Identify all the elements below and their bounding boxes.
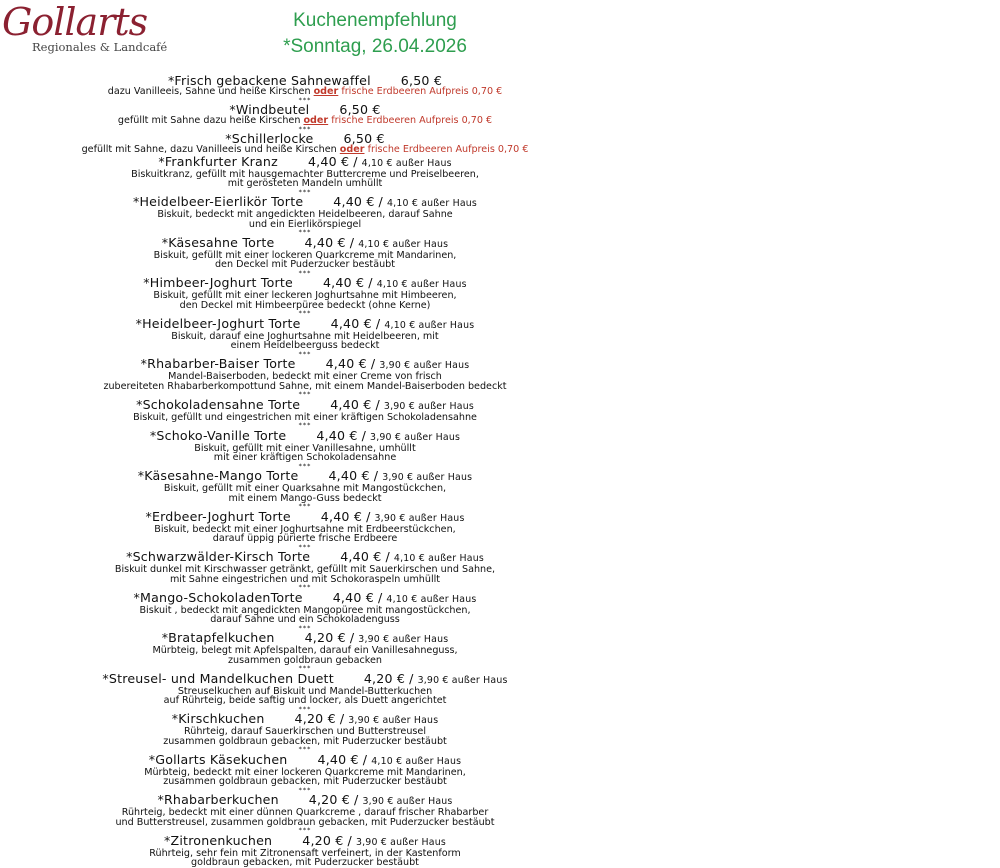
- item-description: Rührteig, bedeckt mit einer dünnen Quarkcreme , darauf frischer Rhabarber: [121, 807, 489, 818]
- item-description: Mandel-Baiserboden, bedeckt mit einer Creme von frisch: [168, 371, 442, 382]
- menu-item: [0, 631, 610, 672]
- separator: ***: [298, 187, 312, 196]
- separator: ***: [298, 542, 312, 551]
- item-price: 4,40 €: [332, 589, 374, 605]
- separator: ***: [298, 421, 312, 429]
- item-name: *Rhabarber-Baiser Torte: [140, 356, 296, 371]
- item-price: 4,40 €: [330, 396, 372, 412]
- price-slash: /: [385, 549, 390, 564]
- item-description: und ein Eierlikörspiegel: [248, 218, 362, 230]
- item-title-line: [0, 631, 610, 646]
- option-word: oder: [303, 115, 329, 126]
- item-title-line: [0, 510, 610, 525]
- price-slash: /: [366, 508, 371, 524]
- price-slash: /: [375, 396, 380, 412]
- item-description: mit einem Mango-Guss bedeckt: [228, 492, 382, 504]
- item-name: *Käsesahne-Mango Torte: [137, 468, 299, 483]
- item-description: zusammen goldbraun gebacken: [228, 654, 382, 666]
- takeaway-price: 3,90 € außer Haus: [358, 634, 449, 645]
- logo-subtitle: Regionales & Landcafé: [32, 40, 168, 54]
- item-description: den Deckel mit Himbeerpüree bedeckt (ohne Kerne): [179, 299, 431, 311]
- item-price: 4,20 €: [294, 711, 336, 726]
- price-slash: /: [373, 468, 379, 483]
- item-price: 4,40 €: [304, 234, 346, 250]
- logo-wordmark: Gollarts: [2, 0, 148, 44]
- item-price: 4,40 €: [320, 508, 363, 524]
- item-price: 4,40 €: [316, 427, 358, 443]
- takeaway-price: 3,90 € außer Haus: [379, 360, 470, 371]
- menu-item: [0, 357, 610, 398]
- item-name: *Windbeutel: [229, 102, 310, 117]
- cake-list: [0, 155, 610, 868]
- takeaway-price: 3,90 € außer Haus: [370, 431, 461, 443]
- item-description: Mürbteig, belegt mit Apfelspalten, darauf ein Vanillesahneguss,: [152, 645, 458, 656]
- menu-item: [0, 195, 610, 236]
- option-word: oder: [313, 86, 339, 97]
- item-title-line: [0, 672, 610, 687]
- menu-list: [0, 74, 610, 868]
- item-name: *Rhabarberkuchen: [157, 792, 279, 807]
- item-title-line: [0, 155, 610, 170]
- takeaway-price: 4,10 € außer Haus: [387, 198, 478, 209]
- item-name: *Zitronenkuchen: [164, 832, 273, 848]
- item-title-line: [0, 276, 610, 291]
- price-slash: /: [349, 234, 355, 250]
- price-slash: /: [377, 589, 383, 605]
- item-title-line: [0, 550, 610, 565]
- item-description: Biskuit, gefüllt mit einer lockeren Quarkcreme mit Mandarinen,: [153, 249, 457, 261]
- item-name: *Schokoladensahne Torte: [136, 396, 301, 412]
- menu-item: [0, 429, 610, 470]
- takeaway-price: 3,90 € außer Haus: [417, 674, 508, 686]
- takeaway-price: 3,90 € außer Haus: [348, 715, 439, 726]
- option-text: frische Erdbeeren Aufpreis 0,70 €: [367, 144, 529, 155]
- price-slash: /: [378, 194, 383, 209]
- item-name: *Frankfurter Kranz: [158, 153, 278, 169]
- item-description: Streuselkuchen auf Biskuit und Mandel-Butterkuchen: [177, 685, 433, 697]
- item-price: 4,40 €: [340, 549, 382, 564]
- price-slash: /: [349, 630, 355, 645]
- item-description: Biskuitkranz, gefüllt mit hausgemachter Buttercreme und Preiselbeeren,: [131, 168, 479, 180]
- item-description: darauf üppig pürierte frische Erdbeere: [212, 533, 398, 544]
- item-description: Biskuit, darauf eine Joghurtsahne mit Heidelbeeren, mit: [171, 330, 439, 342]
- menu-item: [0, 398, 610, 429]
- item-description: und Butterstreusel, zusammen goldbraun gebacken, mit Puderzucker bestäubt: [115, 816, 495, 828]
- item-title-line: [0, 195, 610, 210]
- takeaway-price: 4,10 € außer Haus: [376, 279, 467, 290]
- takeaway-price: 3,90 € außer Haus: [383, 400, 474, 412]
- item-price: 4,40 €: [322, 275, 365, 290]
- item-name: *Schillerlocke: [225, 131, 314, 146]
- separator: ***: [298, 785, 312, 794]
- option-text: frische Erdbeeren Aufpreis 0,70 €: [331, 115, 493, 126]
- takeaway-price: 4,10 € außer Haus: [384, 319, 475, 331]
- separator: ***: [298, 268, 312, 277]
- price-slash: /: [370, 356, 376, 371]
- item-name: *Schoko-Vanille Torte: [149, 427, 287, 443]
- price-slash: /: [361, 427, 367, 443]
- item-title-line: [0, 469, 610, 484]
- separator: ***: [298, 704, 312, 713]
- item-title-line: [0, 357, 610, 372]
- menu-item-windbeutel: [0, 103, 610, 132]
- menu-item: [0, 550, 610, 591]
- takeaway-price: 4,10 € außer Haus: [393, 553, 484, 564]
- item-title-line: [0, 793, 610, 808]
- menu-item: [0, 236, 610, 277]
- item-description: zubereiteten Rhabarberkompottund Sahne, mit einem Mandel-Baiserboden bedeckt: [103, 380, 507, 392]
- takeaway-price: 3,90 € außer Haus: [355, 836, 446, 848]
- menu-date: *Sonntag, 26.04.2026: [283, 36, 467, 57]
- separator: ***: [298, 390, 312, 398]
- takeaway-price: 3,90 € außer Haus: [362, 796, 453, 807]
- item-name: *Frisch gebackene Sahnewaffel: [167, 73, 371, 88]
- item-description: Biskuit, gefüllt mit einer Quarksahne mit Mangostückchen,: [163, 483, 447, 494]
- item-price: 4,40 €: [333, 194, 375, 209]
- item-price: 4,20 €: [302, 832, 344, 848]
- menu-item: [0, 591, 610, 632]
- item-name: *Bratapfelkuchen: [161, 630, 275, 645]
- takeaway-price: 3,90 € außer Haus: [382, 472, 473, 483]
- item-name: *Heidelbeer-Eierlikör Torte: [132, 194, 304, 209]
- menu-item: [0, 712, 610, 753]
- price-slash: /: [375, 315, 381, 331]
- price-slash: /: [368, 275, 373, 290]
- price-slash: /: [339, 711, 345, 726]
- separator: ***: [298, 461, 312, 470]
- item-price: 4,20 €: [308, 792, 351, 807]
- menu-item: [0, 317, 610, 358]
- item-description: einem Heidelbeerguss bedeckt: [230, 340, 380, 351]
- item-price: 6,50 €: [339, 102, 381, 117]
- item-description: Biskuit , bedeckt mit angedickten Mangopüree mit mangostückchen,: [139, 604, 471, 616]
- item-name: *Gollarts Käsekuchen: [148, 751, 288, 767]
- menu-item-waffle: [0, 74, 610, 103]
- item-description: den Deckel mit Puderzucker bestäubt: [214, 259, 396, 270]
- menu-item: [0, 834, 610, 868]
- item-title-line: [0, 398, 610, 413]
- item-name: *Schwarzwälder-Kirsch Torte: [126, 549, 311, 564]
- item-title-line: [0, 591, 610, 606]
- item-title-line: [0, 429, 610, 444]
- item-description: Biskuit, bedeckt mit angedickten Heidelbeeren, darauf Sahne: [157, 209, 453, 220]
- item-description: Mürbteig, bedeckt mit einer lockeren Quarkcreme mit Mandarinen,: [144, 766, 466, 778]
- item-price: 4,40 €: [317, 751, 359, 767]
- takeaway-price: 4,10 € außer Haus: [358, 238, 449, 250]
- separator: ***: [298, 228, 312, 236]
- price-slash: /: [347, 832, 352, 848]
- separator: ***: [298, 623, 312, 632]
- price-slash: /: [354, 792, 359, 807]
- item-title-line: [0, 317, 610, 332]
- item-description: Rührteig, darauf Sauerkirschen und Butterstreusel: [184, 726, 426, 737]
- description-text: gefüllt mit Sahne, dazu Vanilleeis und heiße Kirschen: [81, 144, 337, 155]
- separator: ***: [298, 583, 312, 591]
- separator: ***: [298, 124, 312, 133]
- item-name: *Mango-SchokoladenTorte: [133, 589, 303, 605]
- item-title-line: [0, 236, 610, 251]
- item-title-line: [0, 834, 610, 849]
- description-text: gefüllt mit Sahne dazu heiße Kirschen: [117, 115, 301, 126]
- menu-item: [0, 672, 610, 713]
- item-description: Rührteig, sehr fein mit Zitronensaft verfeinert, in der Kastenform: [149, 847, 461, 859]
- item-title-line: [0, 753, 610, 768]
- item-name: *Käsesahne Torte: [161, 234, 275, 250]
- page-title: Kuchenempfehlung: [293, 10, 457, 31]
- logo: [2, 0, 168, 62]
- item-price: 6,50 €: [343, 131, 385, 146]
- separator: ***: [298, 349, 312, 358]
- item-description: auf Rührteig, beide saftig und locker, als Duett angerichtet: [163, 695, 447, 706]
- separator: ***: [298, 664, 312, 672]
- menu-item: [0, 155, 610, 196]
- separator: ***: [298, 826, 312, 834]
- item-description: Biskuit, bedeckt mit einer Joghurtsahne mit Erdbeerstückchen,: [154, 523, 456, 535]
- price-slash: /: [362, 751, 368, 767]
- item-price: 4,20 €: [304, 630, 346, 645]
- takeaway-price: 3,90 € außer Haus: [374, 512, 465, 524]
- menu-item: [0, 793, 610, 834]
- item-price: 4,20 €: [363, 670, 406, 686]
- item-description: Biskuit dunkel mit Kirschwasser getränkt, gefüllt mit Sauerkirschen und Sahne,: [114, 564, 496, 575]
- item-price: 4,40 €: [307, 153, 350, 169]
- takeaway-price: 4,10 € außer Haus: [371, 755, 462, 767]
- item-name: *Kirschkuchen: [171, 711, 265, 726]
- menu-item-schillerlocke: [0, 132, 610, 155]
- item-description: mit einer kräftigen Schokoladensahne: [213, 452, 397, 463]
- description-text: dazu Vanilleeis, Sahne und heiße Kirschen: [107, 86, 311, 97]
- item-description: Biskuit, gefüllt mit einer Vanillesahne, umhüllt: [194, 442, 416, 454]
- item-price: 4,40 €: [328, 468, 370, 483]
- menu-item: [0, 510, 610, 551]
- item-description: mit Sahne eingestrichen und mit Schokoraspeln umhüllt: [169, 573, 441, 585]
- menu-item: [0, 276, 610, 317]
- separator: ***: [298, 745, 312, 753]
- item-title-line: [0, 712, 610, 727]
- item-description: goldbraun gebacken, mit Puderzucker bestäubt: [191, 857, 419, 868]
- item-description: Biskuit, gefüllt und eingestrichen mit einer kräftigen Schokoladensahne: [133, 411, 477, 423]
- takeaway-price: 4,10 € außer Haus: [386, 593, 477, 605]
- item-price: 4,40 €: [325, 356, 367, 371]
- option-word: oder: [339, 144, 365, 155]
- item-description: Biskuit, gefüllt mit einer leckeren Joghurtsahne mit Himbeeren,: [153, 290, 457, 301]
- item-description: darauf Sahne und ein Schokoladenguss: [210, 614, 400, 625]
- menu-item: [0, 753, 610, 794]
- item-price: 6,50 €: [400, 73, 443, 88]
- separator: ***: [298, 309, 312, 317]
- item-description: zusammen goldbraun gebacken, mit Puderzucker bestäubt: [163, 776, 447, 787]
- price-slash: /: [353, 153, 358, 169]
- item-description: mit gerösteten Mandeln umhüllt: [227, 178, 383, 189]
- item-description: [0, 145, 610, 155]
- price-slash: /: [409, 670, 414, 686]
- menu-item: [0, 469, 610, 510]
- takeaway-price: 4,10 € außer Haus: [361, 157, 452, 169]
- item-description: zusammen goldbraun gebacken, mit Puderzucker bestäubt: [163, 735, 447, 747]
- option-text: frische Erdbeeren Aufpreis 0,70 €: [341, 86, 503, 97]
- separator: ***: [298, 502, 312, 510]
- item-name: *Heidelbeer-Joghurt Torte: [135, 315, 301, 331]
- item-name: *Erdbeer-Joghurt Torte: [145, 508, 291, 524]
- item-name: *Streusel- und Mandelkuchen Duett: [102, 670, 334, 686]
- separator: ***: [298, 95, 312, 104]
- item-name: *Himbeer-Joghurt Torte: [143, 275, 293, 290]
- item-price: 4,40 €: [330, 315, 372, 331]
